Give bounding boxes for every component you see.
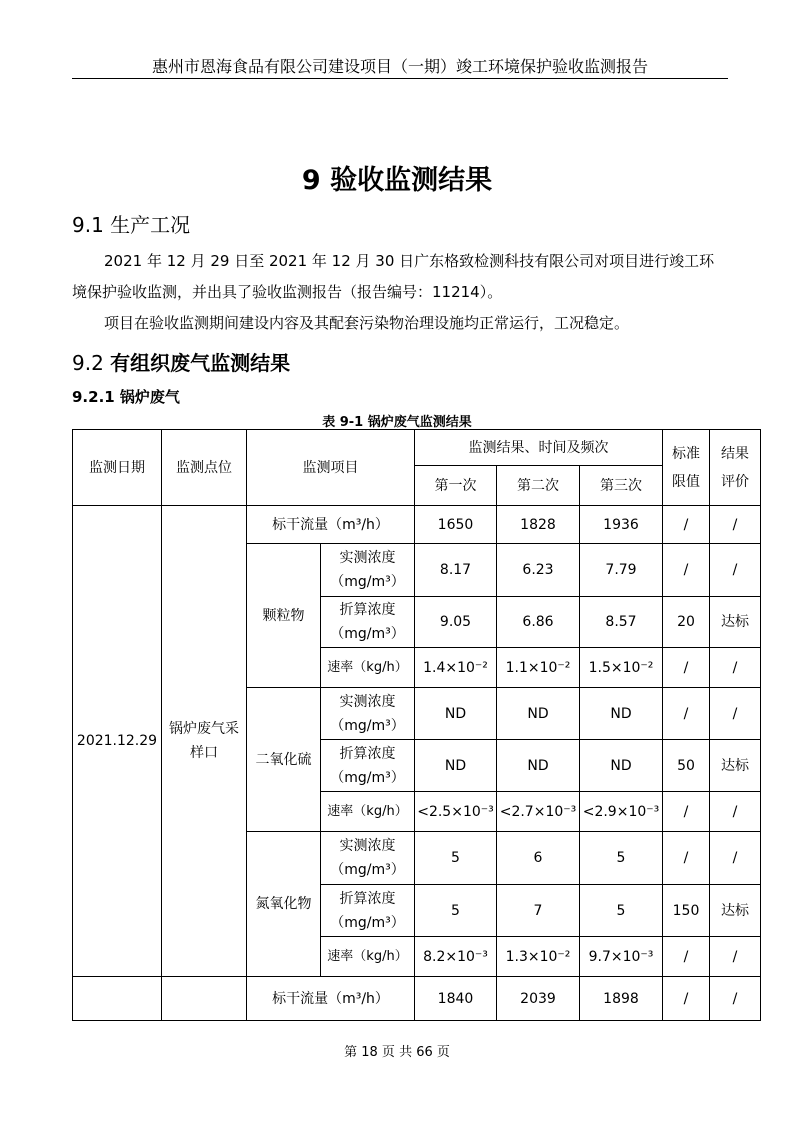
nox-m-limit: /: [663, 832, 710, 885]
so2-r3: <2.9×10⁻³: [580, 792, 663, 832]
header-point: 监测点位: [162, 430, 247, 506]
pm-r3: 1.5×10⁻²: [580, 648, 663, 688]
so2-measured-label: 实测浓度 （mg/m³）: [321, 688, 415, 740]
flow1-eval: /: [710, 506, 761, 544]
nox-m1: 5: [415, 832, 497, 885]
pm-converted-label: 折算浓度 （mg/m³）: [321, 597, 415, 648]
boiler-exhaust-table: [72, 429, 761, 977]
flow-label: 标干流量（m³/h）: [247, 506, 415, 544]
pm-m-eval: /: [710, 544, 761, 597]
so2-rate-label: 速率（kg/h）: [321, 792, 415, 832]
nox-r-limit: /: [663, 937, 710, 977]
pm-c3: 8.57: [580, 597, 663, 648]
header-first: 第一次: [415, 466, 497, 506]
nox-m3: 5: [580, 832, 663, 885]
so2-r2: <2.7×10⁻³: [497, 792, 580, 832]
nox-r1: 8.2×10⁻³: [415, 937, 497, 977]
nox-c1: 5: [415, 885, 497, 937]
pm-c-limit: 20: [663, 597, 710, 648]
nox-converted-label: 折算浓度 （mg/m³）: [321, 885, 415, 937]
boiler-exhaust-table-continued: [72, 976, 761, 1021]
point-cell-2: [162, 977, 247, 1021]
flow1-limit: /: [663, 506, 710, 544]
pm-r-eval: /: [710, 648, 761, 688]
point-cell: 锅炉废气采样口: [162, 506, 247, 977]
nox-r2: 1.3×10⁻²: [497, 937, 580, 977]
flow1-v2: 1828: [497, 506, 580, 544]
nox-measured-label: 实测浓度 （mg/m³）: [321, 832, 415, 885]
pm-rate-label: 速率（kg/h）: [321, 648, 415, 688]
flow2-v3: 1898: [580, 977, 663, 1021]
so2-m-limit: /: [663, 688, 710, 740]
header-item: 监测项目: [247, 430, 415, 506]
table-caption: 表 9-1 锅炉废气监测结果: [322, 415, 472, 430]
header-eval: 结果评价: [710, 430, 761, 506]
flow2-label: 标干流量（m³/h）: [247, 977, 415, 1021]
flow1-v1: 1650: [415, 506, 497, 544]
so2-m1: ND: [415, 688, 497, 740]
chapter-title: 9 验收监测结果: [301, 165, 493, 196]
flow2-v1: 1840: [415, 977, 497, 1021]
nox-c-limit: 150: [663, 885, 710, 937]
pm-c-eval: 达标: [710, 597, 761, 648]
nox-r3: 9.7×10⁻³: [580, 937, 663, 977]
header-rule: [72, 78, 728, 79]
nox-m2: 6: [497, 832, 580, 885]
pm-r-limit: /: [663, 648, 710, 688]
header-limit: 标准限值: [663, 430, 710, 506]
para-1b: 境保护验收监测，并出具了验收监测报告（报告编号：11214）。: [72, 283, 503, 301]
so2-r-eval: /: [710, 792, 761, 832]
pm-m1: 8.17: [415, 544, 497, 597]
para-1a: 2021 年 12 月 29 日至 2021 年 12 月 30 日广东格致检测科技有限公司对项目进行竣工环: [104, 252, 715, 270]
so2-c1: ND: [415, 740, 497, 792]
nox-rate-label: 速率（kg/h）: [321, 937, 415, 977]
flow2-v2: 2039: [497, 977, 580, 1021]
so2-converted-label: 折算浓度 （mg/m³）: [321, 740, 415, 792]
pm-m3: 7.79: [580, 544, 663, 597]
para-2: 项目在验收监测期间建设内容及其配套污染物治理设施均正常运行，工况稳定。: [104, 314, 630, 332]
nox-r-eval: /: [710, 937, 761, 977]
header-third: 第三次: [580, 466, 663, 506]
so2-m-eval: /: [710, 688, 761, 740]
so2-m2: ND: [497, 688, 580, 740]
page-footer: 第 18 页 共 66 页: [344, 1045, 450, 1060]
flow2-eval: /: [710, 977, 761, 1021]
header-results: 监测结果、时间及频次: [415, 430, 663, 466]
header-second: 第二次: [497, 466, 580, 506]
so2-c2: ND: [497, 740, 580, 792]
date-cell: 2021.12.29: [73, 506, 162, 977]
so2-c-limit: 50: [663, 740, 710, 792]
nox-c-eval: 达标: [710, 885, 761, 937]
section-9-2-1-title: 9.2.1 锅炉废气: [72, 388, 180, 406]
pm-m-limit: /: [663, 544, 710, 597]
so2-c-eval: 达标: [710, 740, 761, 792]
so2-m3: ND: [580, 688, 663, 740]
running-header: 惠州市恩海食品有限公司建设项目（一期）竣工环境保护验收监测报告: [151, 57, 648, 76]
pm-c2: 6.86: [497, 597, 580, 648]
pollutant-pm: 颗粒物: [247, 544, 321, 688]
date-cell-2: [73, 977, 162, 1021]
pollutant-nox: 氮氧化物: [247, 832, 321, 977]
nox-m-eval: /: [710, 832, 761, 885]
pm-r2: 1.1×10⁻²: [497, 648, 580, 688]
pm-c1: 9.05: [415, 597, 497, 648]
section-9-1-title: 9.1 生产工况: [72, 213, 191, 237]
pm-m2: 6.23: [497, 544, 580, 597]
flow2-limit: /: [663, 977, 710, 1021]
so2-c3: ND: [580, 740, 663, 792]
nox-c3: 5: [580, 885, 663, 937]
so2-r1: <2.5×10⁻³: [415, 792, 497, 832]
pollutant-so2: 二氧化硫: [247, 688, 321, 832]
section-9-2-number: 9.2: [72, 351, 104, 375]
pm-r1: 1.4×10⁻²: [415, 648, 497, 688]
nox-c2: 7: [497, 885, 580, 937]
pm-measured-label: 实测浓度 （mg/m³）: [321, 544, 415, 597]
header-date: 监测日期: [73, 430, 162, 506]
so2-r-limit: /: [663, 792, 710, 832]
section-9-2-text: 有组织废气监测结果: [110, 351, 291, 375]
flow1-v3: 1936: [580, 506, 663, 544]
section-9-2-title: [72, 347, 290, 376]
